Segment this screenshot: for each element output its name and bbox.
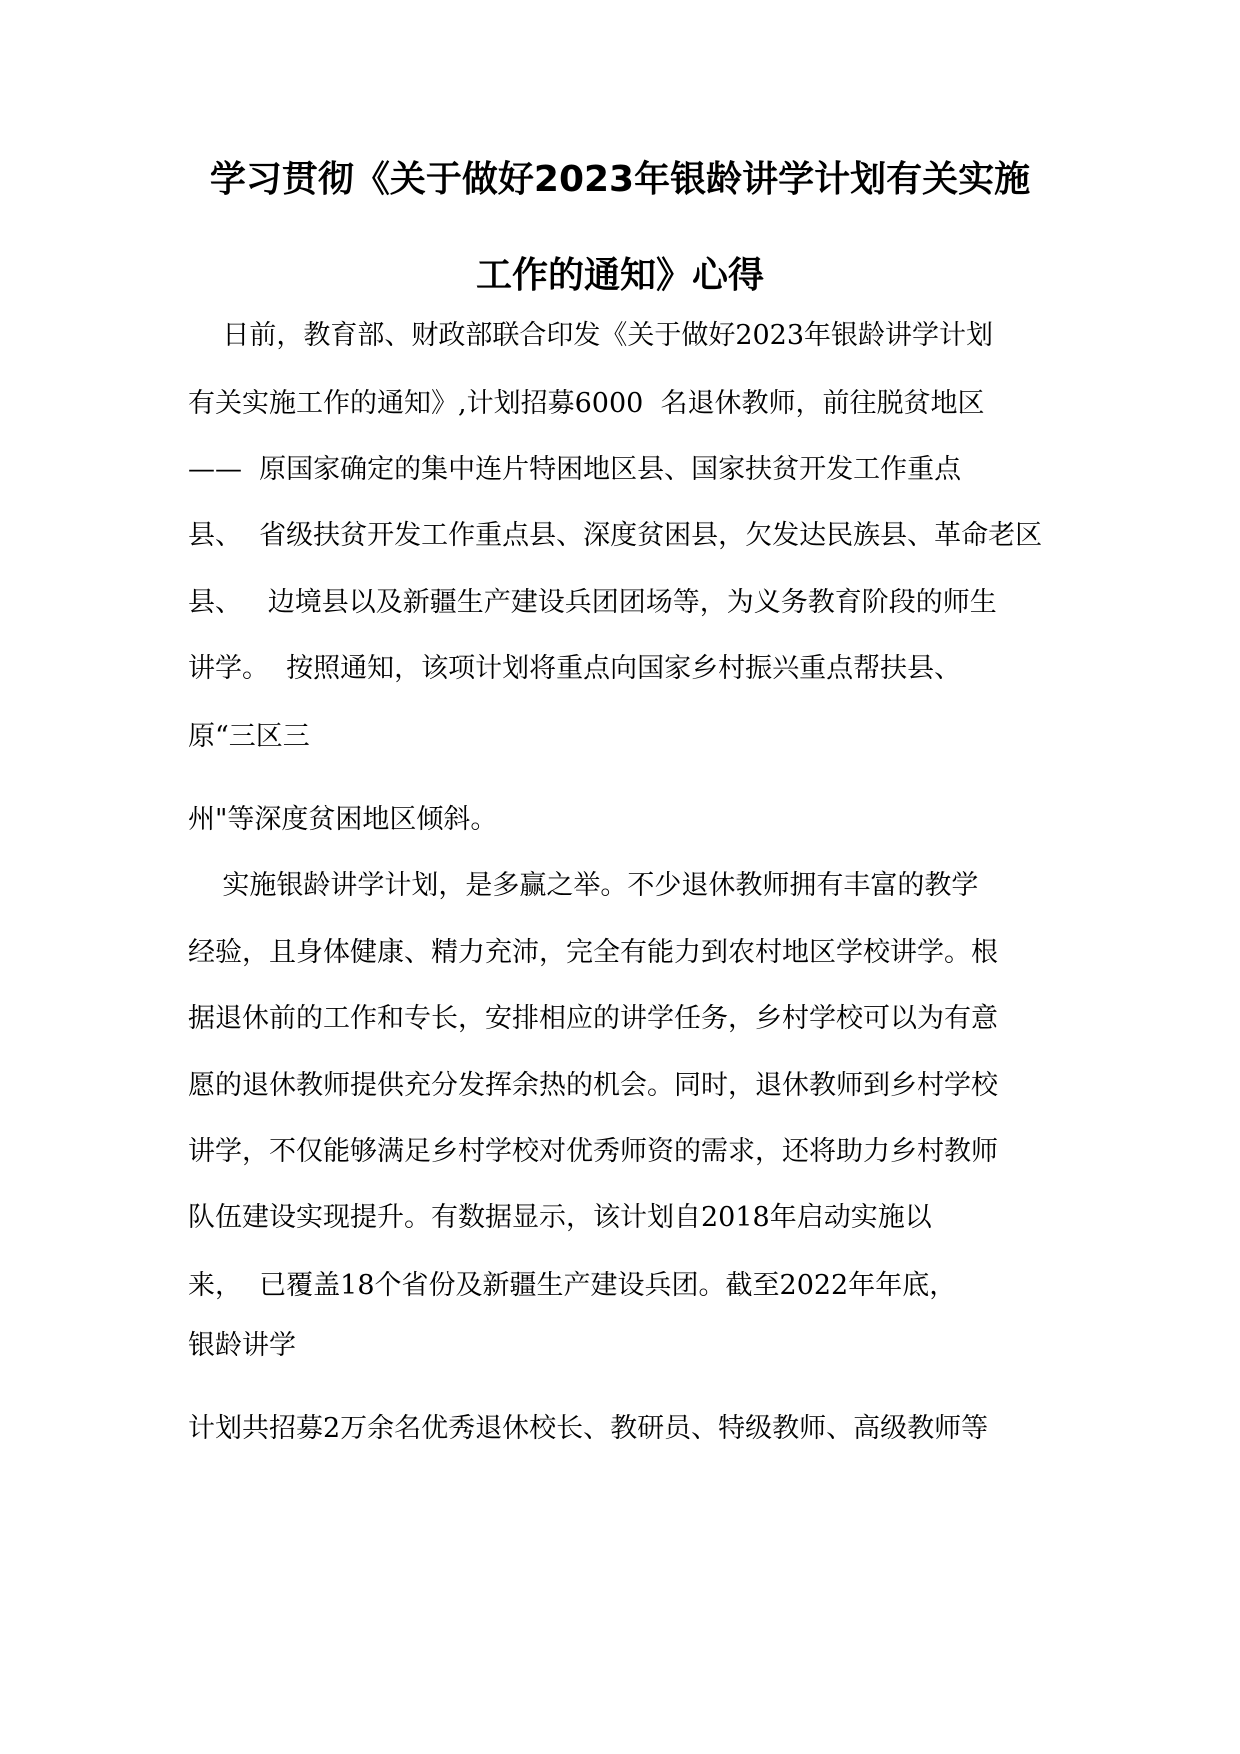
body-line: 据退休前的工作和专长，安排相应的讲学任务，乡村学校可以为有意 [188, 1003, 998, 1034]
body-line: 队伍建设实现提升。有数据显示，该计划自2018年启动实施以 [188, 1202, 932, 1233]
body-line: 计划共招募2万余名优秀退休校长、教研员、特级教师、高级教师等 [188, 1413, 989, 1444]
body-line: —— 原国家确定的集中连片特困地区县、国家扶贫开发工作重点 [188, 454, 962, 485]
body-line: 原“三区三 [188, 721, 310, 752]
document-title-line-1: 学习贯彻《关于做好2023年银龄讲学计划有关实施 [209, 159, 1031, 200]
body-line: 讲学，不仅能够满足乡村学校对优秀师资的需求，还将助力乡村教师 [188, 1136, 998, 1167]
document-title-line-2: 工作的通知》心得 [475, 255, 764, 296]
body-line: 有关实施工作的通知》,计划招募6000 名退休教师，前往脱贫地区 [188, 388, 985, 419]
body-line: 银龄讲学 [188, 1330, 296, 1361]
body-line: 经验，且身体健康、精力充沛，完全有能力到农村地区学校讲学。根 [188, 937, 998, 968]
body-line: 实施银龄讲学计划，是多赢之举。不少退休教师拥有丰富的教学 [188, 870, 979, 901]
body-line: 县、 省级扶贫开发工作重点县、深度贫困县，欠发达民族县、革命老区 [188, 520, 1043, 551]
body-line: 来， 已覆盖18个省份及新疆生产建设兵团。截至2022年年底， [188, 1270, 957, 1301]
body-line: 县、 边境县以及新疆生产建设兵团团场等，为义务教育阶段的师生 [188, 587, 997, 618]
body-line: 愿的退休教师提供充分发挥余热的机会。同时，退休教师到乡村学校 [188, 1070, 998, 1101]
body-line: 讲学。 按照通知，该项计划将重点向国家乡村振兴重点帮扶县、 [188, 653, 962, 684]
body-line: 州"等深度贫困地区倾斜。 [188, 804, 498, 835]
body-line: 日前，教育部、财政部联合印发《关于做好2023年银龄讲学计划 [188, 320, 994, 351]
